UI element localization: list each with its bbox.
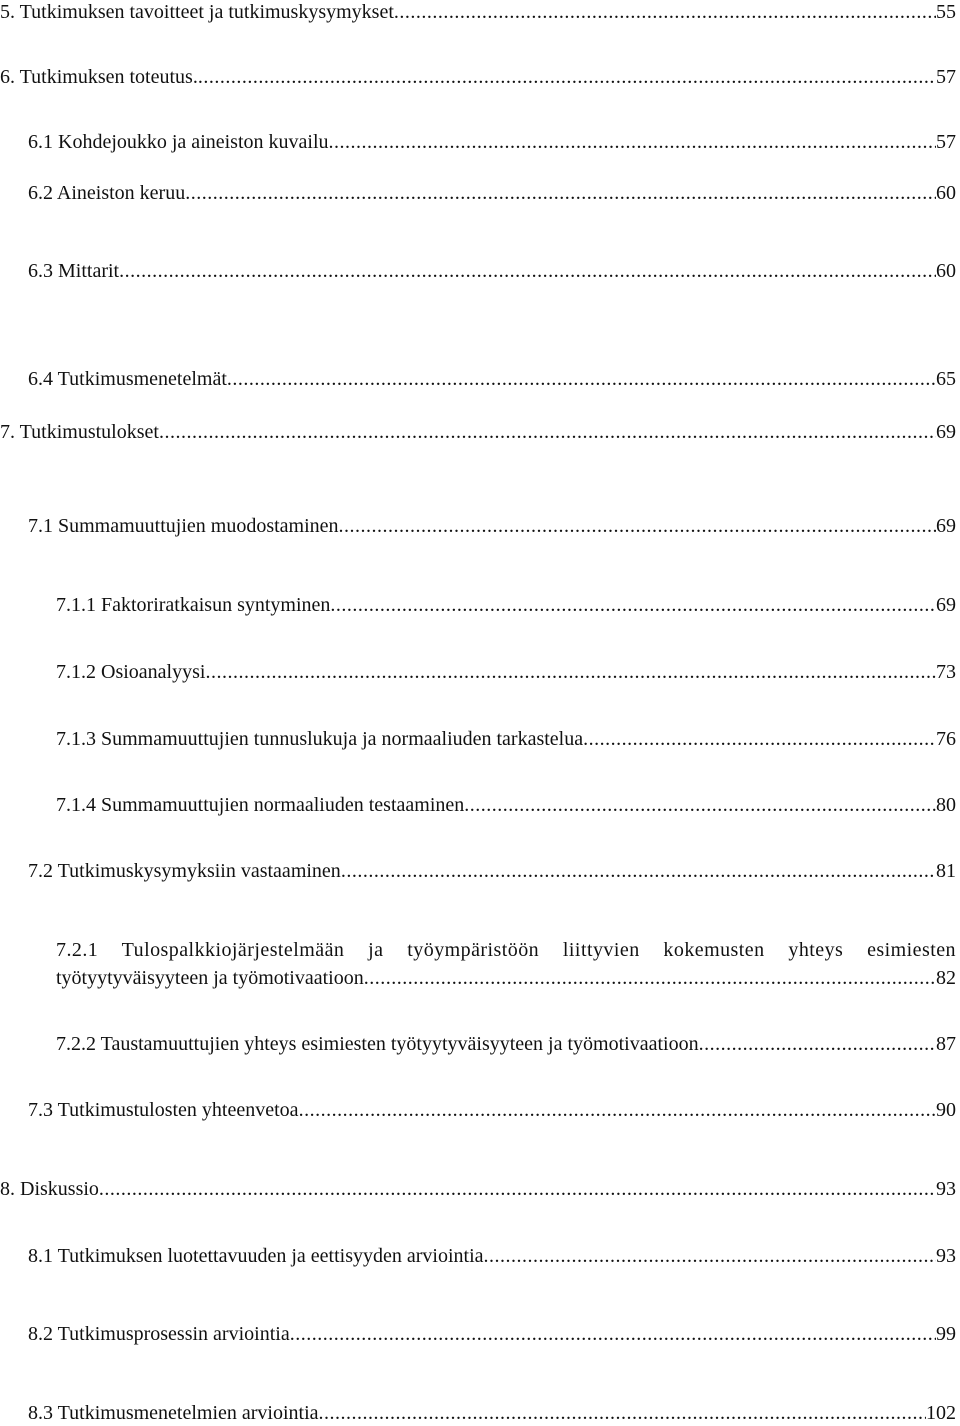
toc-entry-label: 7.1.3 Summamuuttujien tunnuslukuja ja normaaliuden tarkastelua bbox=[56, 728, 584, 750]
toc-entry-label: 6.3 Mittarit bbox=[28, 260, 120, 282]
toc-entry-label: 7.1.1 Faktoriratkaisun syntyminen bbox=[56, 594, 331, 616]
toc-entry-page: 93 bbox=[936, 1245, 956, 1267]
toc-entry-label: 8.1 Tutkimuksen luotettavuuden ja eettisyyden arviointia bbox=[28, 1245, 484, 1267]
toc-dot-leader bbox=[699, 1031, 936, 1057]
toc-entry[interactable] bbox=[56, 1031, 956, 1057]
toc-entry[interactable] bbox=[28, 1243, 956, 1269]
toc-entry[interactable] bbox=[28, 513, 956, 539]
toc-entry[interactable] bbox=[0, 1176, 956, 1202]
toc-entry-label: 5. Tutkimuksen tavoitteet ja tutkimuskysymykset bbox=[0, 1, 394, 23]
toc-entry[interactable] bbox=[0, 64, 956, 90]
toc-entry-page: 76 bbox=[936, 728, 956, 750]
toc-entry-page: 69 bbox=[936, 515, 956, 537]
toc-dot-leader bbox=[290, 1321, 936, 1347]
toc-dot-leader bbox=[205, 659, 936, 685]
toc-entry-page: 60 bbox=[936, 182, 956, 204]
toc-entry-label: 8.2 Tutkimusprosessin arviointia bbox=[28, 1323, 290, 1345]
toc-entry-page: 102 bbox=[926, 1402, 956, 1424]
toc-dot-leader bbox=[299, 1097, 936, 1123]
toc-entry-page: 69 bbox=[936, 594, 956, 616]
toc-dot-leader bbox=[227, 366, 936, 392]
toc-entry[interactable] bbox=[28, 858, 956, 884]
toc-entry-label: työtyytyväisyyteen ja työmotivaatioon bbox=[56, 967, 364, 989]
toc-entry-label: 6.4 Tutkimusmenetelmät bbox=[28, 368, 227, 390]
toc-entry[interactable] bbox=[28, 180, 956, 206]
toc-entry-page: 82 bbox=[936, 967, 956, 989]
toc-dot-leader bbox=[119, 258, 936, 284]
toc-entry[interactable] bbox=[28, 129, 956, 155]
toc-dot-leader bbox=[329, 129, 936, 155]
toc-entry-label: 7.1.2 Osioanalyysi bbox=[56, 661, 206, 683]
toc-entry[interactable] bbox=[56, 659, 956, 685]
toc-dot-leader bbox=[330, 592, 936, 618]
toc-entry[interactable] bbox=[56, 726, 956, 752]
toc-entry-label: 7.1.4 Summamuuttujien normaaliuden testaaminen bbox=[56, 794, 465, 816]
toc-entry-label: 8.3 Tutkimusmenetelmien arviointia bbox=[28, 1402, 319, 1424]
toc-entry[interactable] bbox=[28, 1400, 956, 1426]
toc-entry-label: 7.2.2 Taustamuuttujien yhteys esimiesten työtyytyväisyyteen ja työmotivaatioon bbox=[56, 1033, 699, 1055]
toc-entry-page: 73 bbox=[936, 661, 956, 683]
toc-entry-page: 65 bbox=[936, 368, 956, 390]
toc-entry[interactable] bbox=[0, 0, 956, 25]
toc-entry[interactable] bbox=[56, 792, 956, 818]
toc-entry[interactable] bbox=[0, 419, 956, 445]
toc-dot-leader bbox=[364, 965, 936, 991]
toc-entry-label: 6.1 Kohdejoukko ja aineiston kuvailu bbox=[28, 131, 329, 153]
toc-entry[interactable] bbox=[28, 1097, 956, 1123]
toc-entry-page: 87 bbox=[936, 1033, 956, 1055]
toc-entry-page: 60 bbox=[936, 260, 956, 282]
toc-dot-leader bbox=[319, 1400, 926, 1426]
toc-dot-leader bbox=[484, 1243, 937, 1269]
toc-entry-page: 57 bbox=[936, 66, 956, 88]
toc-entry-page: 57 bbox=[936, 131, 956, 153]
toc-dot-leader bbox=[339, 513, 936, 539]
toc-entry[interactable] bbox=[28, 1321, 956, 1347]
toc-entry-label: 6.2 Aineiston keruu bbox=[28, 182, 186, 204]
toc-dot-leader bbox=[464, 792, 936, 818]
toc-entry-page: 90 bbox=[936, 1099, 956, 1121]
toc-dot-leader bbox=[99, 1176, 936, 1202]
toc-entry-label: 7.3 Tutkimustulosten yhteenvetoa bbox=[28, 1099, 299, 1121]
toc-entry[interactable] bbox=[28, 366, 956, 392]
toc-entry-label-line1: 7.2.1 Tulospalkkiojärjestelmään ja työympäristöön liittyvien kokemusten yhteys esimiesten bbox=[56, 939, 956, 961]
toc-entry-label: 8. Diskussio bbox=[0, 1178, 99, 1200]
toc-dot-leader bbox=[341, 858, 936, 884]
toc-entry-page: 93 bbox=[936, 1178, 956, 1200]
toc-entry-label: 7. Tutkimustulokset bbox=[0, 421, 159, 443]
toc-dot-leader bbox=[185, 180, 936, 206]
toc-entry[interactable] bbox=[56, 937, 956, 991]
toc-entry-page: 80 bbox=[936, 794, 956, 816]
toc-entry-label: 7.2 Tutkimuskysymyksiin vastaaminen bbox=[28, 860, 341, 882]
toc-entry-page: 81 bbox=[936, 860, 956, 882]
toc-dot-leader bbox=[159, 419, 936, 445]
toc-dot-leader bbox=[583, 726, 936, 752]
toc-dot-leader bbox=[198, 64, 936, 90]
toc-entry-label: 7.1 Summamuuttujien muodostaminen bbox=[28, 515, 339, 537]
toc-entry[interactable] bbox=[56, 592, 956, 618]
toc-dot-leader bbox=[394, 0, 936, 25]
toc-entry[interactable] bbox=[28, 258, 956, 284]
toc-entry-page: 69 bbox=[936, 421, 956, 443]
toc-entry-label: 6. Tutkimuksen toteutus. bbox=[0, 66, 198, 88]
toc-entry-page: 55 bbox=[936, 1, 956, 23]
toc-entry-page: 99 bbox=[936, 1323, 956, 1345]
